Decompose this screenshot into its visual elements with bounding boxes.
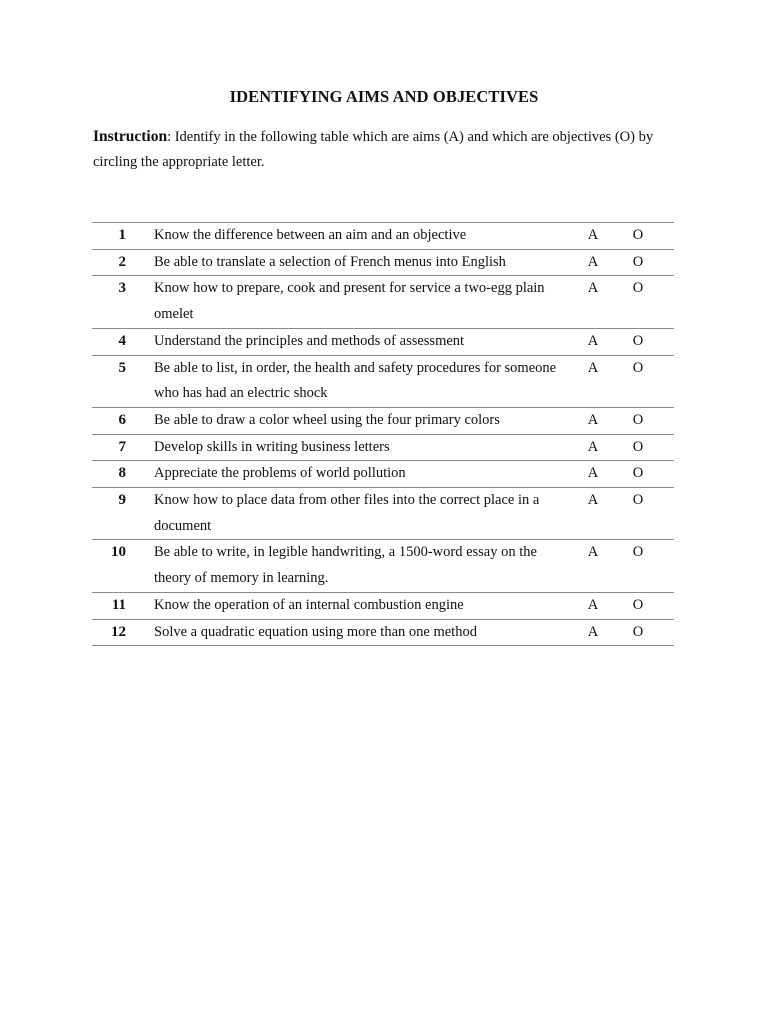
row-statement: Know how to place data from other files into the correct place in a document (154, 492, 540, 534)
option-aim[interactable]: A (587, 596, 599, 613)
option-aim[interactable]: A (587, 623, 599, 640)
row-number: 10 (111, 544, 126, 561)
option-objective[interactable]: O (632, 359, 644, 376)
table-row (92, 435, 674, 462)
option-aim[interactable]: A (587, 227, 599, 243)
option-objective[interactable]: O (632, 544, 644, 561)
row-number: 11 (111, 596, 126, 613)
table-row (92, 329, 674, 356)
option-objective[interactable]: O (632, 280, 644, 297)
option-aim[interactable]: A (587, 492, 599, 509)
table-row (92, 356, 674, 408)
option-aim[interactable]: A (587, 280, 599, 297)
row-statement: Know the operation of an internal combustion engine (154, 596, 464, 613)
option-aim[interactable]: A (587, 438, 599, 455)
row-number: 5 (118, 359, 126, 376)
row-number: 2 (118, 253, 126, 270)
option-aim[interactable]: A (587, 411, 599, 428)
table-row (92, 408, 674, 435)
table-row (92, 461, 674, 488)
row-number: 4 (118, 332, 126, 349)
option-objective[interactable]: O (632, 227, 644, 243)
option-objective[interactable]: O (632, 253, 644, 270)
row-number: 12 (111, 623, 126, 640)
option-objective[interactable]: O (632, 411, 644, 428)
option-objective[interactable]: O (632, 492, 644, 509)
table-row (92, 250, 674, 277)
row-number: 6 (118, 411, 126, 428)
row-statement: Be able to translate a selection of French menus into English (154, 253, 506, 270)
table-row (92, 540, 674, 592)
row-statement: Be able to list, in order, the health and safety procedures for someone who has had an electric shock (154, 359, 557, 402)
option-objective[interactable]: O (632, 623, 644, 640)
table-row (92, 276, 674, 328)
table-row (92, 593, 674, 620)
row-number: 9 (118, 492, 126, 509)
row-statement: Understand the principles and methods of assessment (154, 332, 465, 349)
row-statement: Appreciate the problems of world pollution (154, 465, 406, 482)
option-aim[interactable]: A (587, 465, 599, 482)
row-number: 1 (118, 227, 126, 243)
row-statement: Know the difference between an aim and an objective (154, 227, 467, 243)
option-objective[interactable]: O (632, 438, 644, 455)
option-aim[interactable]: A (587, 544, 599, 561)
option-objective[interactable]: O (632, 465, 644, 482)
option-aim[interactable]: A (587, 332, 599, 349)
instruction-label: Instruction (93, 128, 168, 145)
option-objective[interactable]: O (632, 332, 644, 349)
row-number: 7 (118, 438, 126, 455)
row-statement: Solve a quadratic equation using more than one method (154, 623, 477, 640)
option-aim[interactable]: A (587, 359, 599, 376)
row-statement: Be able to draw a color wheel using the four primary colors (154, 411, 500, 428)
table-row (92, 488, 674, 540)
option-aim[interactable]: A (587, 253, 599, 270)
row-statement: Know how to prepare, cook and present for service a two-egg plain omelet (154, 280, 545, 323)
row-number: 3 (118, 280, 126, 297)
aims-objectives-table (92, 222, 674, 646)
table-row (92, 223, 674, 250)
row-statement: Develop skills in writing business letters (154, 438, 390, 455)
row-statement: Be able to write, in legible handwriting, a 1500-word essay on the theory of memory in learning. (154, 544, 537, 587)
instruction-text: : Identify in the following table which are aims (A) and which are objectives (O) by circling the appropriate letter. (93, 129, 654, 170)
option-objective[interactable]: O (632, 596, 644, 613)
table-row (92, 620, 674, 647)
page-title: IDENTIFYING AIMS AND OBJECTIVES (229, 87, 539, 106)
instruction-paragraph (93, 124, 683, 175)
row-number: 8 (118, 465, 126, 482)
